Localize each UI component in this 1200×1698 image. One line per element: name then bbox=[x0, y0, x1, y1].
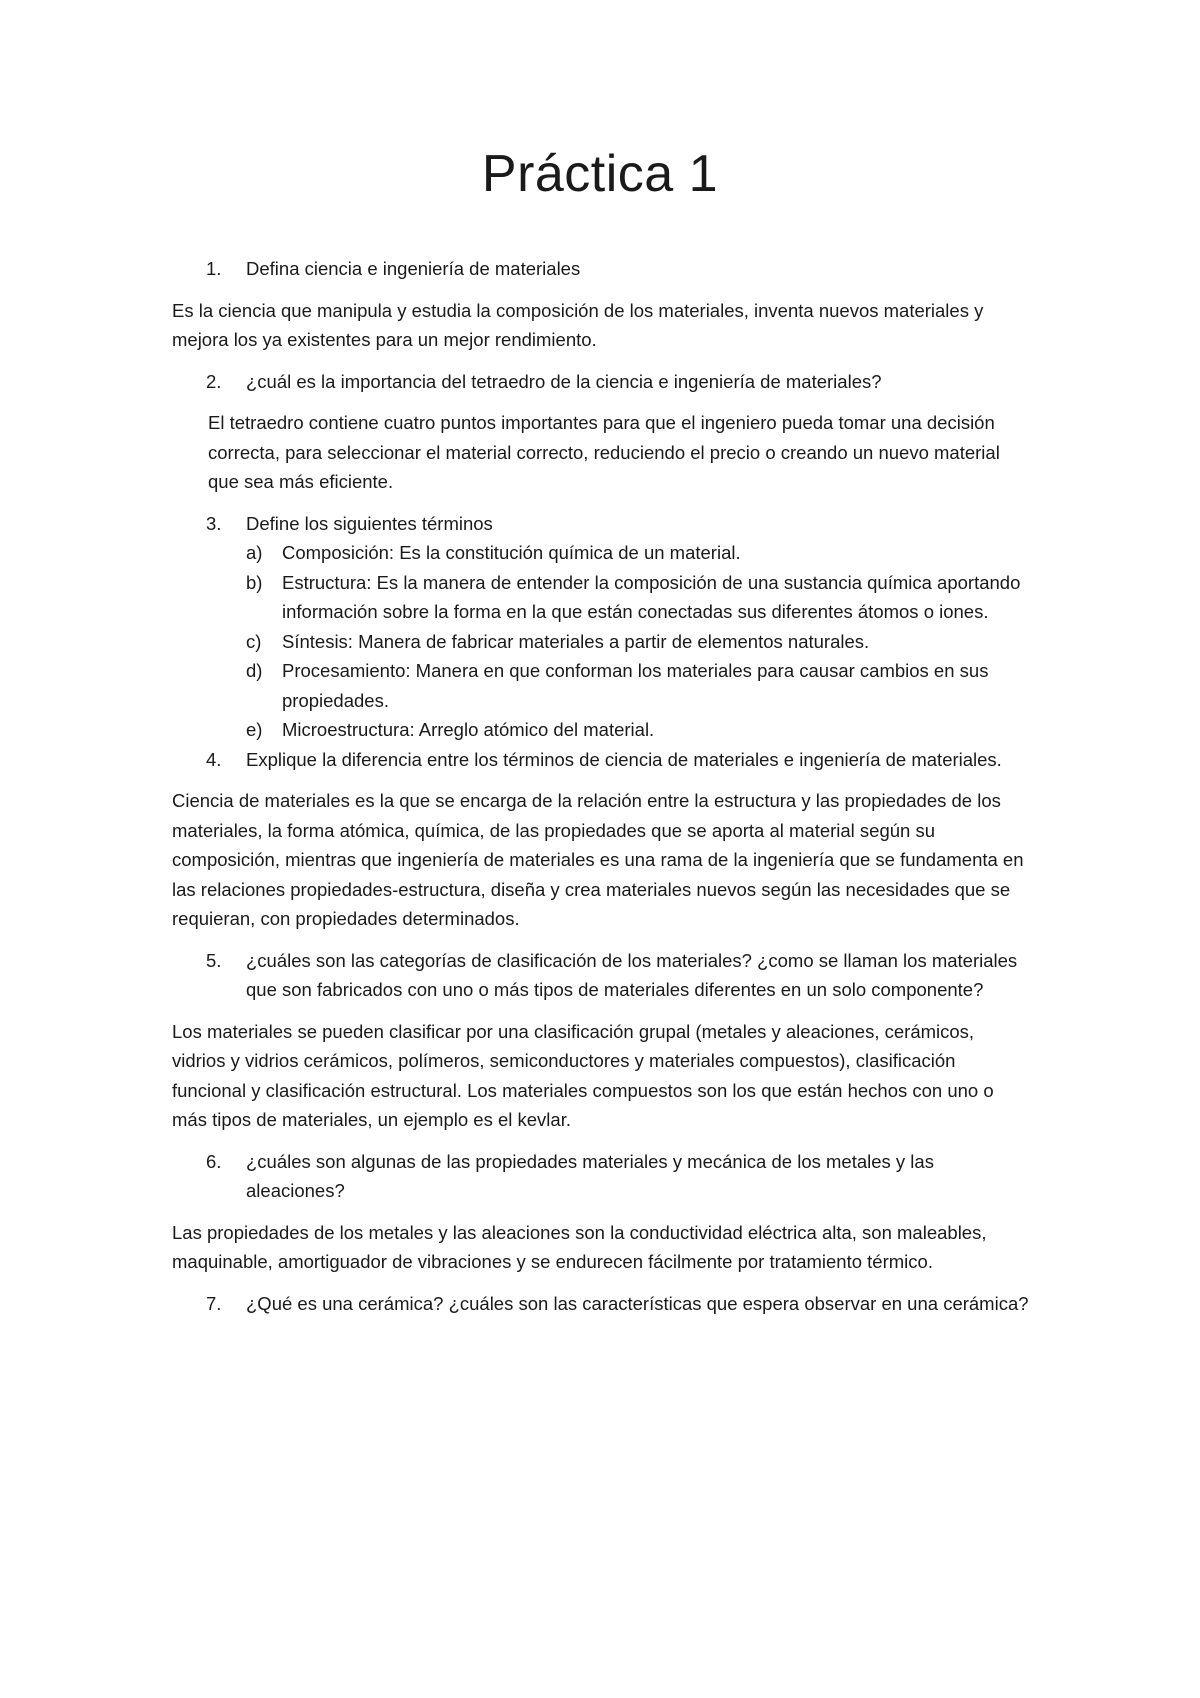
question-number: 4. bbox=[206, 748, 222, 770]
term-letter: d) bbox=[246, 660, 263, 681]
term-c bbox=[172, 627, 1032, 657]
question-number: 7. bbox=[206, 1292, 222, 1314]
answer-6: Las propiedades de los metales y las aleaciones son la conductividad eléctrica alta, son maleables, maquinable, amortiguador de vibraciones y se endurecen fácilmente por tratamiento térmico. bbox=[172, 1221, 987, 1272]
question-number: 3. bbox=[206, 512, 222, 534]
page-title: Práctica 1 bbox=[481, 145, 719, 203]
question-text: Explique la diferencia entre los términos de ciencia de materiales e ingeniería de materiales. bbox=[246, 748, 1002, 770]
question-5 bbox=[172, 946, 1032, 1005]
question-number: 2. bbox=[206, 370, 222, 392]
term-text: Microestructura: Arreglo atómico del material. bbox=[282, 719, 655, 740]
term-d bbox=[172, 656, 1032, 715]
question-number: 1. bbox=[206, 258, 222, 279]
term-e bbox=[172, 715, 1032, 745]
answer-4: Ciencia de materiales es la que se encarga de la relación entre la estructura y las propiedades de los materiales, la forma atómica, química, de las propiedades que se aporta al material según su composición, mientras que ingeniería de materiales es una rama de la ingeniería que se fundamenta en las relaciones propiedades-estructura, diseña y crea materiales nuevos según las necesidades que se requieran, con propiedades determinados. bbox=[172, 790, 1024, 929]
question-number: 6. bbox=[206, 1150, 222, 1172]
answer-2: El tetraedro contiene cuatro puntos importantes para que el ingeniero pueda tomar una decisión correcta, para seleccionar el material correcto, reduciendo el precio o creando un nuevo material que sea más eficiente. bbox=[208, 412, 1000, 492]
term-b bbox=[172, 568, 1032, 627]
answer-5: Los materiales se pueden clasificar por una clasificación grupal (metales y aleaciones, cerámicos, vidrios y vidrios cerámicos, polímeros, semiconductores y materiales compuestos), clasificación funcional y clasificación estructural. Los materiales compuestos son los que están hechos con uno o más tipos de materiales, un ejemplo es el kevlar. bbox=[172, 1020, 994, 1130]
question-3 bbox=[172, 509, 1032, 539]
question-text: Define los siguientes términos bbox=[246, 512, 493, 534]
term-a bbox=[172, 538, 1032, 568]
question-text: Defina ciencia e ingeniería de materiales bbox=[246, 258, 581, 279]
term-letter: c) bbox=[246, 630, 262, 652]
question-number: 5. bbox=[206, 949, 222, 971]
term-letter: b) bbox=[246, 571, 263, 593]
term-text: Composición: Es la constitución química de un material. bbox=[282, 542, 741, 563]
question-text: ¿cuáles son algunas de las propiedades materiales y mecánica de los metales y las aleaciones? bbox=[246, 1150, 934, 1201]
question-2 bbox=[172, 367, 1032, 397]
term-text: Síntesis: Manera de fabricar materiales a partir de elementos naturales. bbox=[282, 630, 870, 652]
term-text: Procesamiento: Manera en que conforman los materiales para causar cambios en sus propiedades. bbox=[282, 660, 989, 711]
term-text: Estructura: Es la manera de entender la composición de una sustancia química aportando información sobre la forma en la que están conectadas sus diferentes átomos o iones. bbox=[282, 571, 1021, 622]
question-4 bbox=[172, 745, 1032, 775]
question-text: ¿Qué es una cerámica? ¿cuáles son las características que espera observar en una cerámica? bbox=[246, 1292, 1029, 1314]
question-7 bbox=[172, 1289, 1032, 1319]
term-letter: e) bbox=[246, 719, 263, 740]
answer-1: Es la ciencia que manipula y estudia la composición de los materiales, inventa nuevos materiales y mejora los ya existentes para un mejor rendimiento. bbox=[172, 299, 984, 350]
question-text: ¿cuál es la importancia del tetraedro de la ciencia e ingeniería de materiales? bbox=[246, 370, 882, 392]
document-body bbox=[172, 254, 1032, 1318]
question-6 bbox=[172, 1147, 1032, 1206]
question-1 bbox=[172, 254, 1032, 284]
question-text: ¿cuáles son las categorías de clasificación de los materiales? ¿como se llaman los materiales que son fabricados con uno o más tipos de materiales diferentes en un solo componente? bbox=[246, 949, 1018, 1000]
term-letter: a) bbox=[246, 542, 263, 563]
